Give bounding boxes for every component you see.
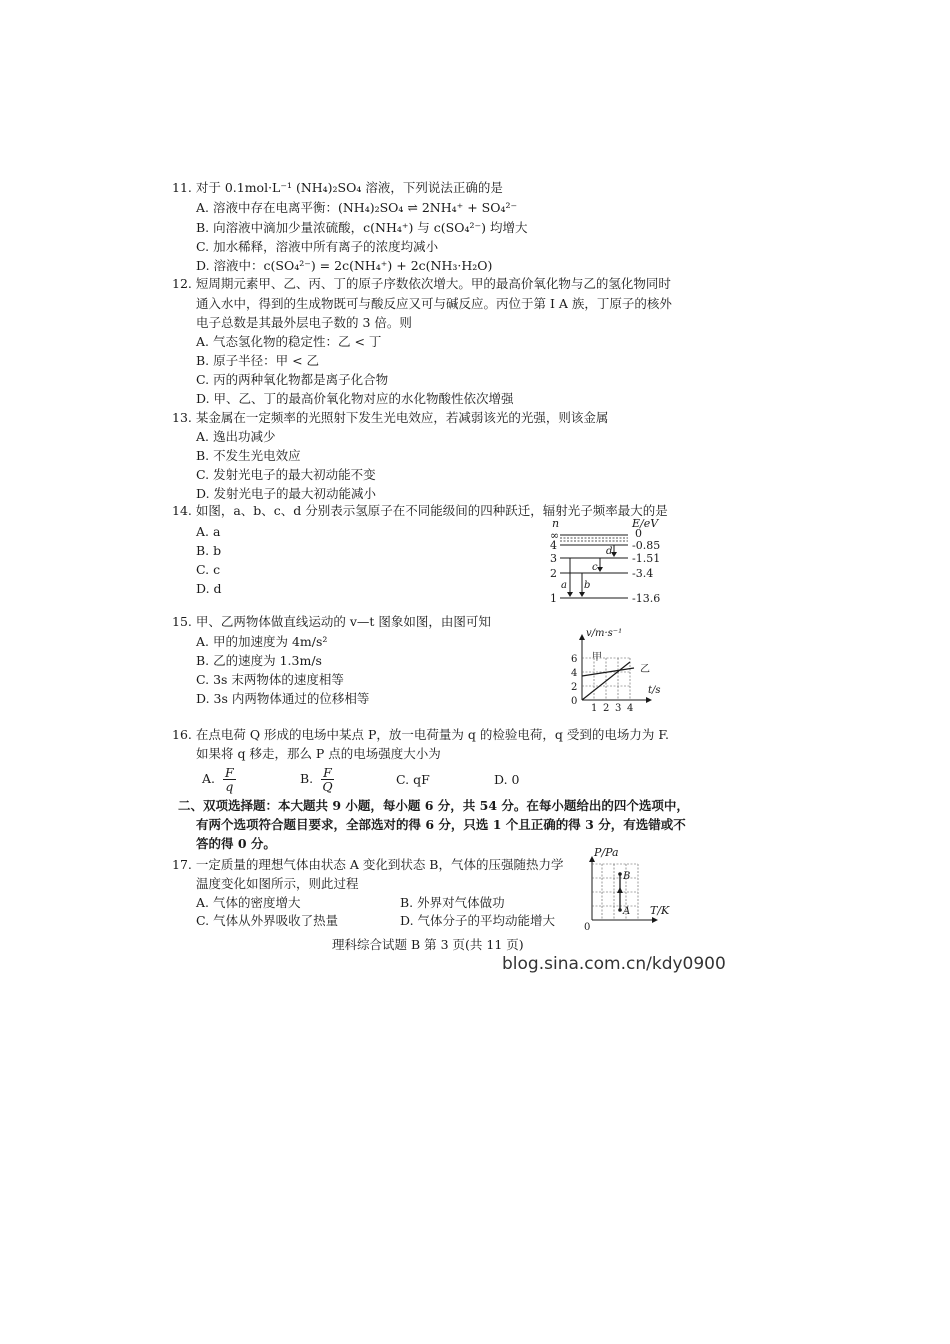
q12-stem-line3: 电子总数是其最外层电子数的 3 倍。则 (196, 315, 412, 330)
vt-series-jia-label: 甲 (592, 652, 602, 663)
q17-option-d: D. 气体分子的平均动能增大 (400, 913, 556, 928)
q13-option-c: C. 发射光电子的最大初动能不变 (196, 467, 376, 482)
level-3-label: 3 (550, 552, 557, 565)
q14-option-b: B. b (196, 543, 222, 558)
q14-option-c: C. c (196, 562, 221, 577)
q12-option-c: C. 丙的两种氧化物都是离子化合物 (196, 372, 389, 387)
q16-option-c: C. qF (396, 772, 430, 787)
q13-option-a: A. 逸出功减少 (196, 429, 276, 444)
q12-stem-line2: 通入水中，得到的生成物既可与酸反应又可与碱反应。丙位于第 I A 族，丁原子的核外 (196, 296, 672, 311)
q15-option-d: D. 3s 内两物体通过的位移相等 (196, 691, 370, 706)
vt-series-yi-label: 乙 (640, 664, 650, 675)
q16-stem-line2: 如果将 q 移走，那么 P 点的电场强度大小为 (196, 746, 441, 761)
blog-watermark: blog.sina.com.cn/kdy0900 (502, 954, 726, 974)
section2-line2: 有两个选项符合题目要求，全部选对的得 6 分，只选 1 个且正确的得 3 分，有选错或不 (196, 817, 686, 832)
level-1-energy: -13.6 (632, 592, 661, 605)
pt-x-axis-label: T/K (650, 904, 670, 917)
level-2-label: 2 (550, 567, 557, 580)
q17-option-a: A. 气体的密度增大 (196, 895, 301, 910)
q12-option-b: B. 原子半径：甲 < 乙 (196, 353, 320, 368)
q16-option-d: D. 0 (494, 772, 520, 787)
q16-option-a (202, 766, 236, 793)
transition-b-arrowhead (579, 592, 585, 597)
n-axis-label: n (552, 517, 560, 530)
q16-a-denominator: q (225, 779, 234, 794)
q12-option-d: D. 甲、乙、丁的最高价氧化物对应的水化物酸性依次增强 (196, 391, 514, 406)
vt-y-axis-arrowhead (579, 634, 585, 640)
q16-b-numerator: F (323, 765, 332, 780)
transition-a-label: a (561, 580, 567, 591)
q13-stem: 13. 某金属在一定频率的光照射下发生光电效应，若减弱该光的光强，则该金属 (172, 410, 609, 425)
energy-level-diagram (540, 518, 670, 608)
transition-a-arrowhead (567, 592, 573, 597)
pt-point-b-label: B (623, 871, 631, 882)
q14-option-a: A. a (196, 524, 221, 539)
energy-axis-label: E/eV (632, 517, 659, 530)
q16-a-numerator: F (225, 765, 234, 780)
q12-stem-line1: 12. 短周期元素甲、乙、丙、丁的原子序数依次增大。甲的最高价氧化物与乙的氢化物同时 (172, 276, 671, 291)
q16-option-a-fraction (223, 766, 236, 793)
pt-point-a-label: A (623, 906, 631, 917)
level-4-label: 4 (550, 539, 557, 552)
q14-stem: 14. 如图，a、b、c、d 分别表示氢原子在不同能级间的四种跃迁，辐射光子频率最大的是 (172, 503, 668, 518)
vt-y-tick-2: 2 (571, 682, 578, 693)
vt-graph (566, 626, 676, 712)
q12-option-a: A. 气态氢化物的稳定性：乙 < 丁 (196, 334, 382, 349)
q14-option-d: D. d (196, 581, 222, 596)
q15-option-c: C. 3s 末两物体的速度相等 (196, 672, 344, 687)
level-1-label: 1 (550, 592, 557, 605)
level-4-energy: -0.85 (632, 539, 661, 552)
q16-option-b-fraction (321, 766, 334, 793)
q16-stem-line1: 16. 在点电荷 Q 形成的电场中某点 P，放一电荷量为 q 的检验电荷，q 受到的电场力为 F. (172, 727, 670, 742)
pt-point-b (618, 872, 622, 876)
q16-option-a-prefix: A. (202, 771, 216, 786)
pt-process-arrowhead (617, 887, 623, 893)
q11-option-d: D. 溶液中：c(SO₄²⁻) = 2c(NH₄⁺) + 2c(NH₃·H₂O) (196, 258, 493, 273)
infinity-label: ∞ (550, 529, 560, 542)
q17-option-b: B. 外界对气体做功 (400, 895, 505, 910)
pt-graph (580, 846, 680, 933)
zero-energy-label: 0 (635, 527, 642, 540)
q15-option-b: B. 乙的速度为 1.3m/s (196, 653, 322, 668)
vt-y-tick-6: 6 (571, 654, 578, 665)
q11-stem: 11. 对于 0.1mol·L⁻¹ (NH₄)₂SO₄ 溶液，下列说法正确的是 (172, 180, 503, 195)
transition-d-label: d (606, 546, 613, 557)
q16-option-b (300, 766, 334, 793)
section2-line3: 答的得 0 分。 (196, 836, 276, 851)
transition-c-label: c (592, 562, 598, 573)
q16-option-b-prefix: B. (300, 771, 314, 786)
q17-stem-line2: 温度变化如图所示，则此过程 (196, 876, 359, 891)
q11-option-c: C. 加水稀释，溶液中所有离子的浓度均减小 (196, 239, 439, 254)
q11-option-b: B. 向溶液中滴加少量浓硫酸，c(NH₄⁺) 与 c(SO₄²⁻) 均增大 (196, 220, 528, 235)
pt-grid (592, 864, 638, 920)
q11-option-a: A. 溶液中存在电离平衡：(NH₄)₂SO₄ ⇌ 2NH₄⁺ + SO₄²⁻ (196, 200, 518, 215)
q13-option-b: B. 不发生光电效应 (196, 448, 301, 463)
pt-x-axis-arrowhead (652, 917, 658, 923)
q15-option-a: A. 甲的加速度为 4m/s² (196, 634, 328, 649)
q17-stem-line1: 17. 一定质量的理想气体由状态 A 变化到状态 B，气体的压强随热力学 (172, 857, 564, 872)
pt-point-a (618, 908, 622, 912)
page-footer: 理科综合试题 B 第 3 页(共 11 页) (332, 937, 524, 952)
transition-b-label: b (584, 580, 591, 591)
pt-y-axis-label: P/Pa (594, 846, 619, 859)
level-3-energy: -1.51 (632, 552, 661, 565)
vt-y-axis-label: v/m·s⁻¹ (586, 628, 623, 639)
pt-origin-label: 0 (584, 922, 591, 933)
section2-line1: 二、双项选择题：本大题共 9 小题，每小题 6 分，共 54 分。在每小题给出的四个选项中， (178, 798, 689, 813)
q13-option-d: D. 发射光电子的最大初动能减小 (196, 486, 377, 501)
vt-x-axis-label: t/s (648, 685, 661, 696)
q15-stem: 15. 甲、乙两物体做直线运动的 v—t 图象如图，由图可知 (172, 614, 491, 629)
vt-x-tick-1: 1 (591, 703, 598, 714)
vt-x-tick-2: 2 (603, 703, 610, 714)
q16-b-denominator: Q (322, 779, 333, 794)
vt-y-tick-0: 0 (571, 696, 578, 707)
level-2-energy: -3.4 (632, 567, 654, 580)
vt-x-tick-4: 4 (627, 703, 634, 714)
q17-option-c: C. 气体从外界吸收了热量 (196, 913, 339, 928)
transition-c-arrowhead (597, 567, 603, 572)
vt-x-tick-3: 3 (615, 703, 622, 714)
vt-x-axis-arrowhead (646, 697, 652, 703)
vt-y-tick-4: 4 (571, 668, 578, 679)
